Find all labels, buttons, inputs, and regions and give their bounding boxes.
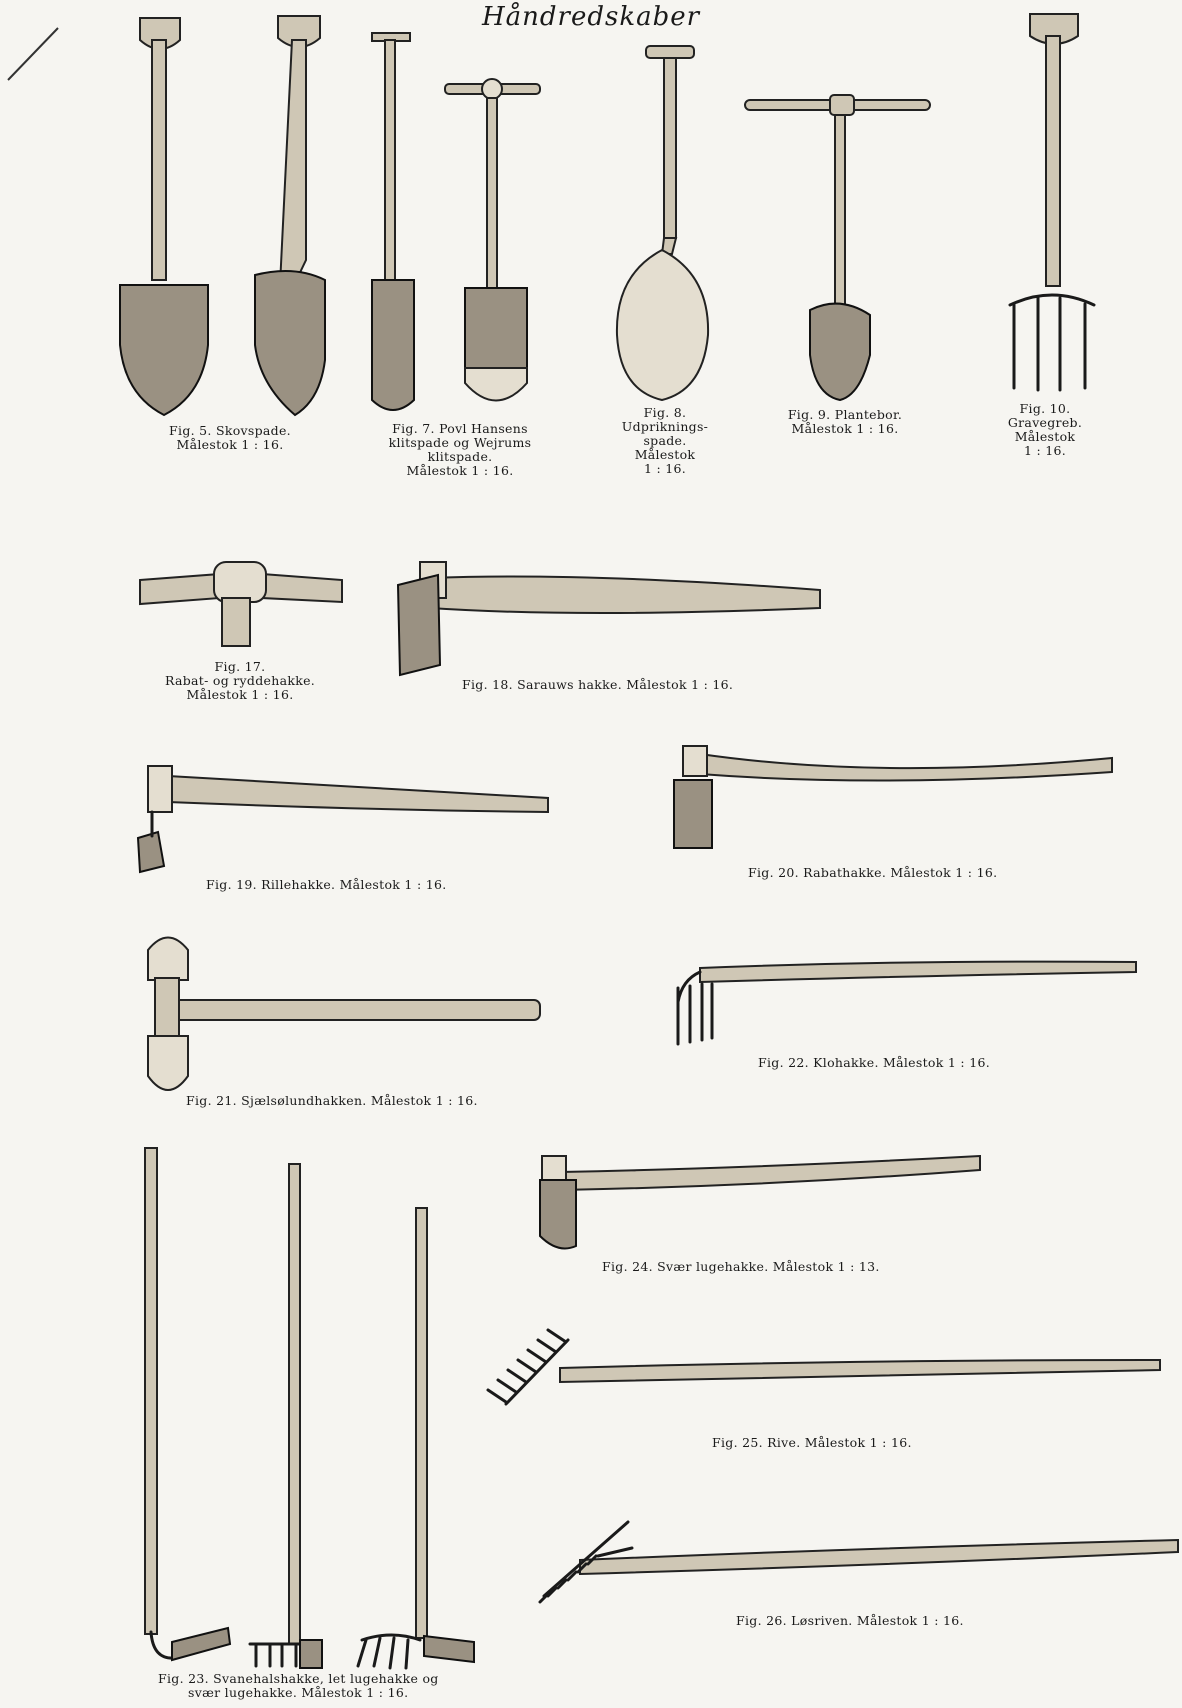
margin-mark bbox=[8, 28, 58, 80]
klohakke-illustration bbox=[678, 962, 1136, 1044]
sarauws-hakke-illustration bbox=[398, 562, 820, 675]
plantebor-illustration bbox=[745, 95, 930, 400]
loesriven-illustration bbox=[540, 1522, 1178, 1602]
rive-illustration bbox=[488, 1330, 1160, 1404]
klitspade-illustration bbox=[372, 33, 540, 410]
caption-fig25: Fig. 25. Rive. Målestok 1 : 16. bbox=[712, 1435, 912, 1450]
sjaelsoelundhakken-illustration bbox=[148, 938, 540, 1091]
caption-fig18: Fig. 18. Sarauws hakke. Målestok 1 : 16. bbox=[462, 677, 734, 692]
caption-fig8: Fig. 8. Udpriknings- spade. Målestok 1 : 16. bbox=[621, 405, 709, 476]
caption-fig20: Fig. 20. Rabathakke. Målestok 1 : 16. bbox=[748, 865, 998, 880]
caption-fig10: Fig. 10. Gravegreb. Målestok 1 : 16. bbox=[1007, 401, 1083, 458]
caption-fig9: Fig. 9. Plantebor. Målestok 1 : 16. bbox=[787, 407, 903, 436]
caption-fig26: Fig. 26. Løsriven. Målestok 1 : 16. bbox=[736, 1613, 964, 1628]
page-title: Håndredskaber bbox=[481, 2, 701, 32]
caption-fig19: Fig. 19. Rillehakke. Målestok 1 : 16. bbox=[206, 877, 447, 892]
skovspade-illustration bbox=[120, 16, 325, 415]
caption-fig24: Fig. 24. Svær lugehakke. Målestok 1 : 13. bbox=[602, 1259, 880, 1274]
ryddehakke-illustration bbox=[140, 562, 342, 646]
udprikningsspade-illustration bbox=[617, 46, 708, 400]
svaer-lugehakke-illustration bbox=[540, 1156, 980, 1248]
rabathakke-illustration bbox=[674, 746, 1112, 848]
caption-fig17: Fig. 17. Rabat- og ryddehakke. Målestok 1 : 16. bbox=[164, 659, 316, 702]
caption-fig21: Fig. 21. Sjælsølundhakken. Målestok 1 : 16. bbox=[186, 1093, 478, 1108]
caption-fig7: Fig. 7. Povl Hansens klitspade og Wejrums klitspade. Målestok 1 : 16. bbox=[388, 421, 532, 478]
caption-fig22: Fig. 22. Klohakke. Målestok 1 : 16. bbox=[758, 1055, 990, 1070]
caption-fig23: Fig. 23. Svanehalshakke, let lugehakke og svær lugehakke. Målestok 1 : 16. bbox=[158, 1671, 439, 1700]
gravegreb-illustration bbox=[1010, 14, 1094, 390]
caption-fig5: Fig. 5. Skovspade. Målestok 1 : 16. bbox=[169, 423, 291, 452]
svanehalshakke-illustration bbox=[145, 1148, 474, 1668]
rillehakke-illustration bbox=[138, 766, 548, 872]
